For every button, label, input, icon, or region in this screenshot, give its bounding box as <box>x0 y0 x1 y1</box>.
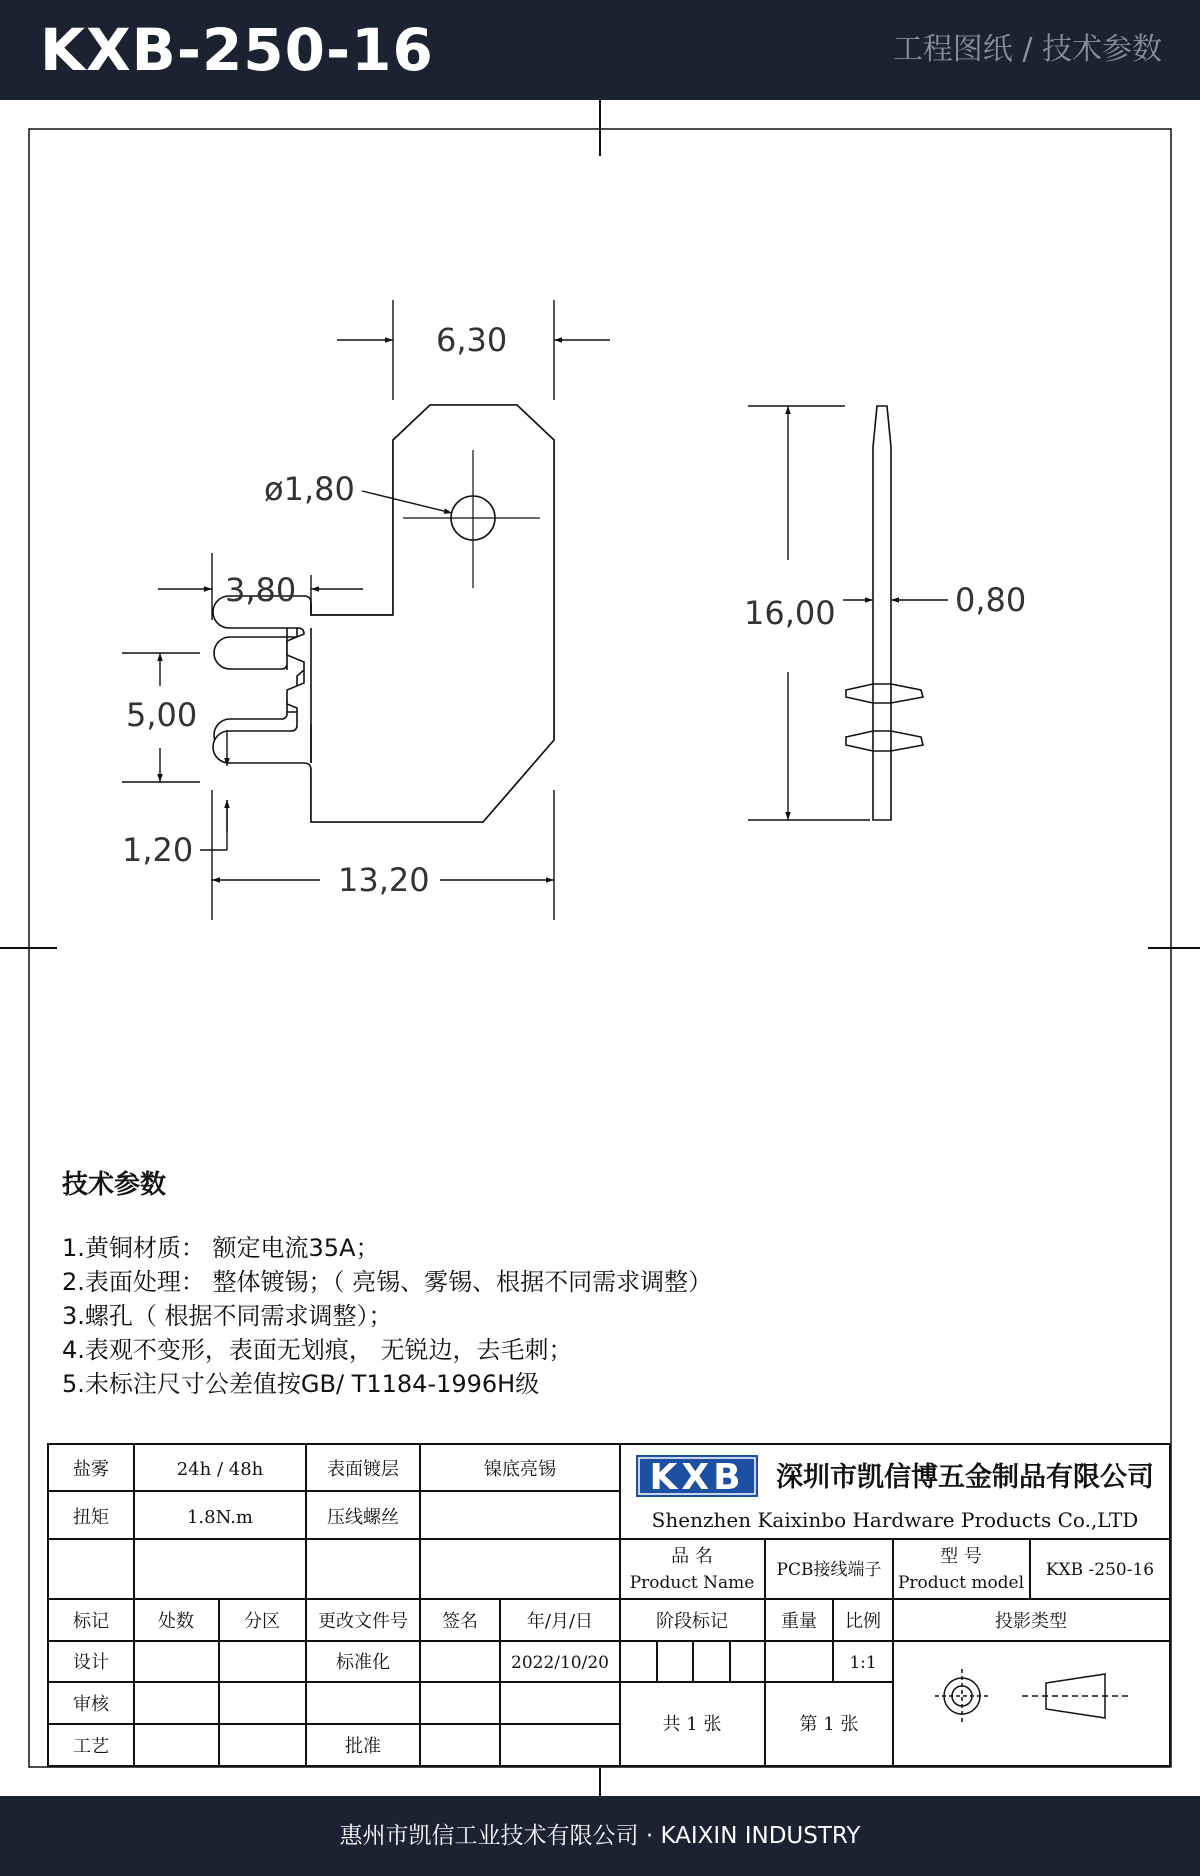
tb-total-sheets: 共 1 张 <box>662 1714 722 1735</box>
tb-torque-label: 扭矩 <box>73 1507 109 1528</box>
spec-item: 2.表面处理： 整体镀锡；（ 亮锡、雾锡、根据不同需求调整） <box>62 1268 713 1296</box>
dim-text-0-80: 0,80 <box>955 581 1027 619</box>
tb-plating-value: 镍底亮锡 <box>484 1459 556 1480</box>
spec-item: 3.螺孔（ 根据不同需求调整）； <box>62 1302 393 1330</box>
tb-approve: 批准 <box>345 1736 381 1757</box>
tb-company-cn: 深圳市凯信博五金制品有限公司 <box>776 1462 1154 1493</box>
tb-scale-value: 1:1 <box>849 1653 877 1673</box>
tb-company-en: Shenzhen Kaixinbo Hardware Products Co.,LTD <box>651 1508 1139 1532</box>
tb-scale: 比例 <box>845 1611 881 1632</box>
terminal-side-view <box>846 406 923 820</box>
tb-projection: 投影类型 <box>995 1611 1067 1632</box>
tb-header-count: 处数 <box>158 1611 194 1632</box>
dim-text-1-20: 1,20 <box>122 831 194 869</box>
logo-text: KXB <box>649 1457 745 1498</box>
dim-text-13-20: 13,20 <box>338 861 430 899</box>
tb-product-name-en: Product Name <box>629 1573 755 1593</box>
tb-process: 工艺 <box>73 1736 109 1757</box>
header-subtitle: 工程图纸 / 技术参数 <box>892 32 1162 67</box>
tb-header-date: 年/月/日 <box>526 1611 594 1632</box>
tb-model-value: KXB -250-16 <box>1045 1560 1155 1580</box>
tb-salt-spray-label: 盐雾 <box>73 1459 109 1480</box>
model-title: KXB-250-16 <box>40 16 434 84</box>
tb-review: 审核 <box>73 1694 109 1715</box>
tb-design: 设计 <box>73 1652 109 1673</box>
tech-specs-title: 技术参数 <box>62 1170 167 1200</box>
tb-torque-value: 1.8N.m <box>186 1507 254 1528</box>
tb-plating-label: 表面镀层 <box>327 1459 399 1480</box>
tb-model-en: Product model <box>897 1573 1025 1593</box>
tb-header-mark: 标记 <box>73 1611 109 1632</box>
terminal-outline-clean <box>213 405 554 822</box>
spec-item: 1.黄铜材质： 额定电流35A； <box>62 1234 380 1262</box>
engineering-drawing <box>0 100 1200 1796</box>
header-bar <box>0 0 1200 100</box>
spec-item: 4.表观不变形，表面无划痕， 无锐边，去毛刺； <box>62 1336 573 1364</box>
tb-standardize: 标准化 <box>336 1652 390 1673</box>
tb-weight: 重量 <box>781 1611 817 1632</box>
projection-symbol <box>935 1669 1130 1723</box>
tb-product-name-value: PCB接线端子 <box>776 1560 882 1580</box>
tb-header-zone: 分区 <box>244 1611 280 1632</box>
footer-text: 惠州市凯信工业技术有限公司 · KAIXIN INDUSTRY <box>339 1823 861 1849</box>
tb-sheet-no: 第 1 张 <box>799 1714 859 1735</box>
footer-bar <box>0 1796 1200 1876</box>
tb-stage-mark: 阶段标记 <box>656 1611 728 1632</box>
dim-text-hole: ø1,80 <box>264 470 355 508</box>
spec-item: 5.未标注尺寸公差值按GB/ T1184-1996H级 <box>62 1370 540 1398</box>
tb-header-change-doc: 更改文件号 <box>318 1611 408 1632</box>
kxb-logo <box>636 1455 758 1498</box>
dim-text-5-00: 5,00 <box>126 696 198 734</box>
dim-text-3-80: 3,80 <box>225 571 297 609</box>
tb-header-sign: 签名 <box>442 1611 478 1632</box>
dim-text-16-00: 16,00 <box>744 594 836 632</box>
tb-model-cn: 型 号 <box>940 1546 982 1567</box>
tb-screw-label: 压线螺丝 <box>327 1507 399 1528</box>
tb-salt-spray-value: 24h / 48h <box>176 1459 264 1480</box>
dim-text-6-30: 6,30 <box>436 321 508 359</box>
tech-specs <box>62 1167 1142 1401</box>
tb-product-name-cn: 品 名 <box>671 1546 713 1567</box>
tb-date: 2022/10/20 <box>511 1653 609 1673</box>
